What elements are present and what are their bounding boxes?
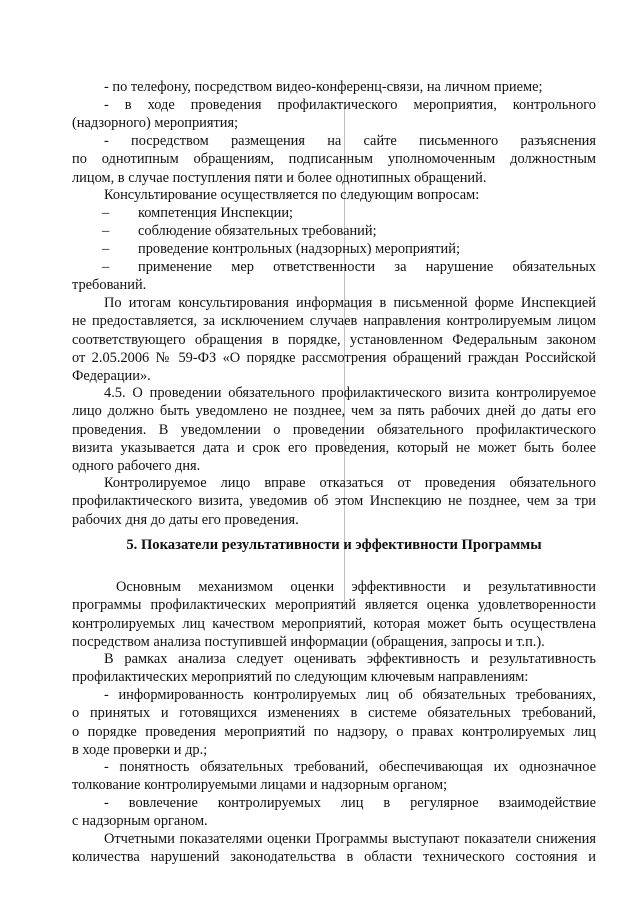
- text-line: рабочих дня до даты его проведения.: [72, 511, 299, 528]
- text-line: количества нарушений законодательства в области технического состояния и: [72, 849, 596, 866]
- text-line: - в ходе проведения профилактического мероприятия, контрольного: [104, 97, 596, 113]
- text-line: не предоставляется, за исключением случаев направления контролируемым лицом: [72, 313, 596, 330]
- text-line: по однотипным обращениям, подписанным уполномоченным должностным: [72, 151, 596, 168]
- text-line: одного рабочего дня.: [72, 458, 201, 475]
- text-line: (надзорного) мероприятия;: [72, 115, 239, 132]
- list-item-text: соблюдение обязательных требований;: [138, 223, 377, 239]
- text-line: Отчетными показателями оценки Программы выступают показатели снижения: [104, 831, 596, 847]
- text-line: профилактического визита, уведомив об этом Инспекцию не позднее, чем за три: [72, 493, 596, 510]
- paragraph-consult-site: [72, 132, 596, 187]
- paragraph-consult-results: [72, 294, 596, 385]
- text-line: программы профилактических мероприятий является оценка удовлетворенности: [72, 597, 596, 614]
- list-dash: –: [102, 205, 110, 221]
- paragraph-consult-topics-intro: [72, 186, 596, 204]
- paragraph-awareness: [72, 686, 596, 759]
- text-line: визита указывается дата и срок его проведения, который не может быть более: [72, 439, 596, 456]
- text-line: контролируемых лиц качеством мероприятий, которая может быть осуществлена: [72, 615, 596, 632]
- text-line: профилактических мероприятий по следующим ключевым направлениям:: [72, 669, 529, 686]
- paragraph-report-indicators: [72, 830, 596, 867]
- paragraph-consult-phone: [72, 78, 596, 96]
- text-line: 4.5. О проведении обязательного профилактического визита контролируемое: [104, 385, 596, 401]
- text-line: от 2.05.2006 № 59-ФЗ «О порядке рассмотрения обращений граждан Российской: [72, 349, 596, 366]
- text-line: с надзорным органом.: [72, 813, 208, 830]
- text-line: - понятность обязательных требований, обеспечивающая их однозначное: [104, 759, 596, 775]
- text-line: - информированность контролируемых лиц об обязательных требованиях,: [104, 687, 596, 703]
- list-item: [72, 204, 596, 222]
- list-item-text: компетенция Инспекции;: [138, 205, 294, 221]
- text-line: лицом, в случае поступления пяти и более однотипных обращений.: [72, 169, 487, 186]
- text-line: По итогам консультирования информация в письменной форме Инспекцией: [104, 295, 596, 311]
- text-line: - вовлечение контролируемых лиц в регулярное взаимодействие: [104, 795, 596, 811]
- paragraph-evaluation-mechanism: [72, 578, 596, 651]
- text-line: применение мер ответственности за нарушение обязательных: [138, 259, 596, 275]
- text-line: Консультирование осуществляется по следующим вопросам:: [104, 187, 480, 203]
- text-line: о принятых и готовящихся изменениях в системе обязательных требований,: [72, 705, 596, 722]
- paragraph-4-5: [72, 384, 596, 475]
- paragraph-clarity: [72, 758, 596, 795]
- text-line: толкование контролируемыми лицами и надзорным органом;: [72, 777, 448, 794]
- text-line: - посредством размещения на сайте письменного разъяснения: [104, 133, 596, 149]
- list-item: [72, 240, 596, 258]
- list-dash: –: [102, 223, 110, 239]
- section-heading: 5. Показатели результативности и эффективности Программы: [126, 537, 542, 553]
- text-line: в ходе проверки и др.;: [72, 741, 208, 758]
- paragraph-analysis-directions: [72, 650, 596, 687]
- text-line: Контролируемое лицо вправе отказаться от проведения обязательного: [104, 475, 596, 491]
- text-line: лицо должно быть уведомлено не позднее, чем за пять рабочих дней до даты его: [72, 403, 596, 420]
- text-line: - по телефону, посредством видео-конференц-связи, на личном приеме;: [104, 79, 543, 95]
- list-item: [72, 222, 596, 240]
- list-item-text: проведение контрольных (надзорных) мероприятий;: [138, 241, 460, 257]
- paragraph-engagement: [72, 794, 596, 831]
- paragraph-consult-event: [72, 96, 596, 133]
- text-line: проведения. В уведомлении о проведении обязательного профилактического: [72, 421, 596, 438]
- text-line: о порядке проведения мероприятий по надзору, о правах контролируемых лиц: [72, 723, 596, 740]
- text-line: посредством анализа поступившей информации (обращения, запросы и т.п.).: [72, 633, 545, 650]
- text-line: В рамках анализа следует оценивать эффективность и результативность: [104, 651, 596, 667]
- text-line: Основным механизмом оценки эффективности и результативности: [116, 579, 596, 595]
- list-item-text-multiline: [72, 258, 596, 295]
- list-dash: –: [102, 259, 110, 275]
- list-dash: –: [102, 241, 110, 257]
- text-line: соответствующего обращения в порядке, установленном Федеральным законом: [72, 331, 596, 348]
- paragraph-refuse-visit: [72, 474, 596, 529]
- text-line: требований.: [72, 277, 147, 294]
- text-line: Федерации».: [72, 368, 151, 385]
